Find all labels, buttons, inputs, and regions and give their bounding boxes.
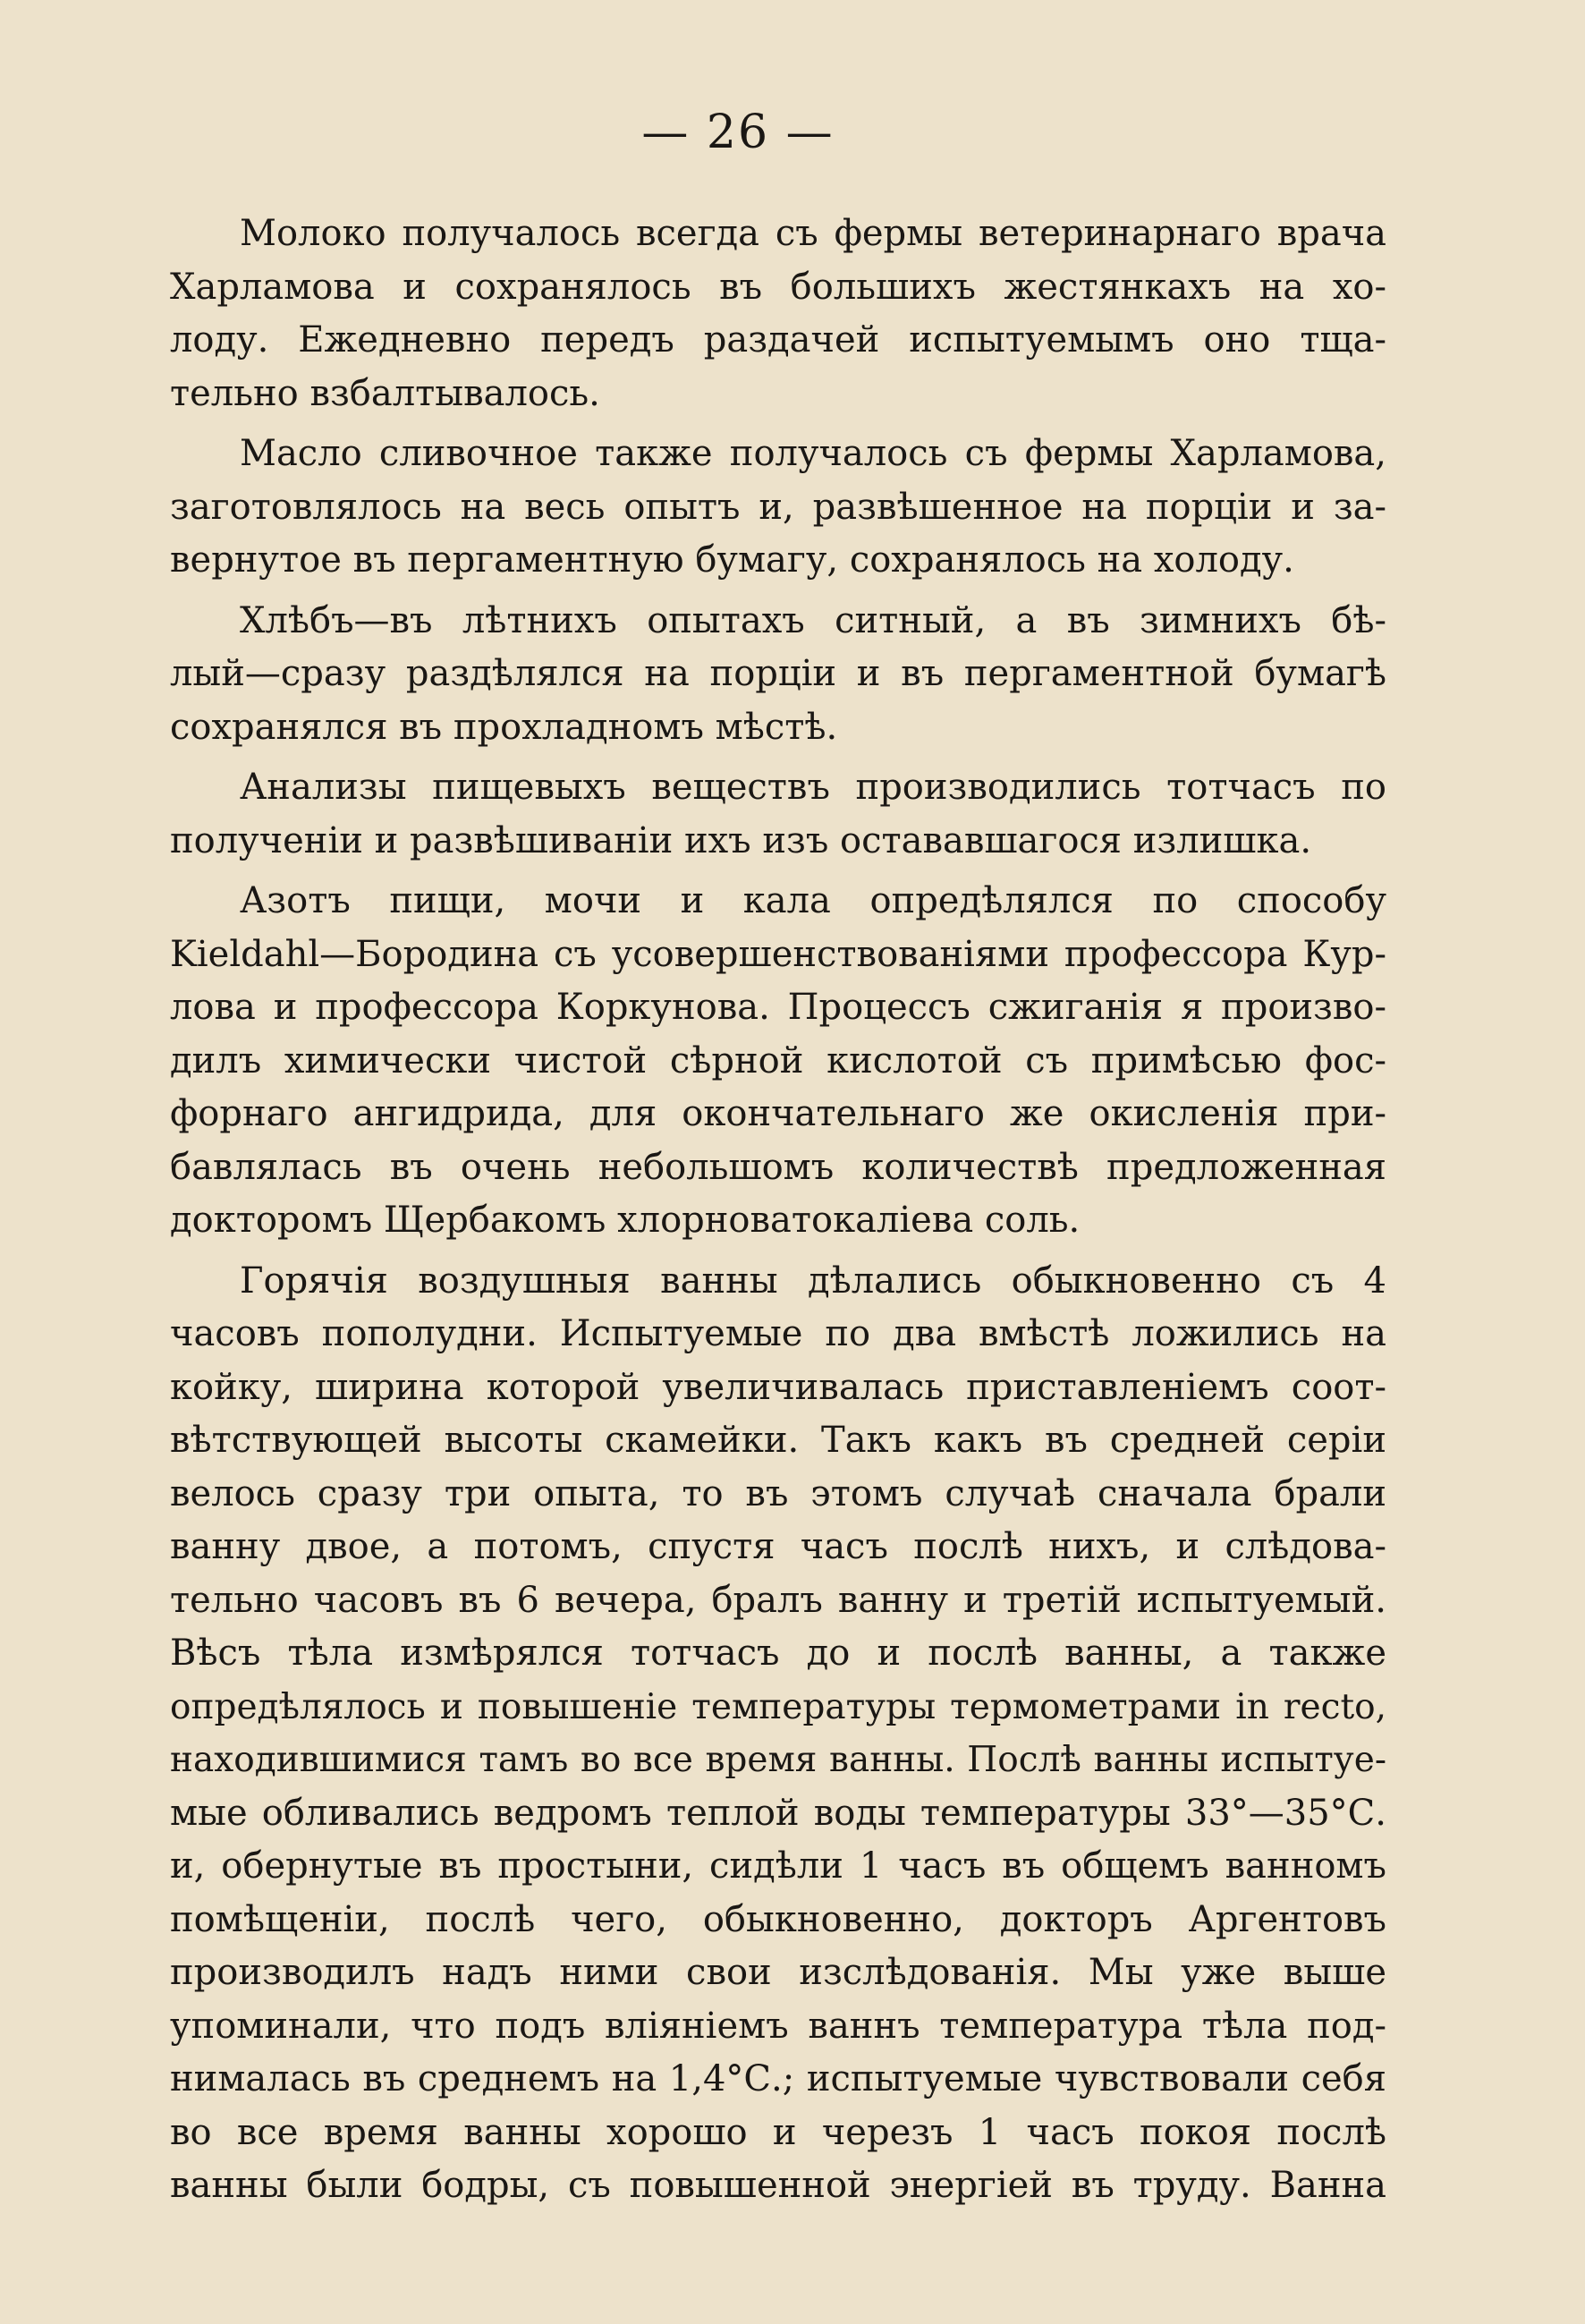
text-line: находившимися тамъ во все время ванны. Послѣ ванны испытуе- [170, 1740, 1386, 1780]
text-line: упоминали, что подъ вліяніемъ ваннъ температура тѣла под- [170, 2005, 1386, 2047]
text-line: Харламова и сохранялось въ большихъ жестянкахъ на хо- [170, 266, 1386, 308]
text-line: во все время ванны хорошо и черезъ 1 часъ покоя послѣ [170, 2111, 1386, 2153]
paragraph-analyses [170, 761, 1386, 868]
text-line: Масло сливочное также получалось съ фермы Харламова, [240, 433, 1386, 474]
text-line: Вѣсъ тѣла измѣрялся тотчасъ до и послѣ ванны, а также [170, 1633, 1386, 1674]
text-line: нималась въ среднемъ на 1,4°С.; испытуемые чувствовали себя [170, 2058, 1386, 2099]
text-line: помѣщеніи, послѣ чего, обыкновенно, докторъ Аргентовъ [170, 1898, 1386, 1940]
page-number: — 26 — [641, 106, 835, 159]
text-line: мые обливались ведромъ теплой воды температуры 33°—35°С. [170, 1792, 1386, 1834]
text-line: лый—сразу раздѣлялся на порціи и въ пергаментной бумагѣ [170, 653, 1386, 694]
text-line: Молоко получалось всегда съ фермы ветеринарнаго врача [240, 213, 1386, 254]
text-line: Горячія воздушныя ванны дѣлались обыкновенно съ 4 [240, 1260, 1386, 1302]
text-line: заготовлялось на весь опытъ и, развѣшенное на порціи и за- [170, 486, 1386, 528]
paragraph-butter [170, 428, 1386, 588]
text-line: бавлялась въ очень небольшомъ количествѣ предложенная [170, 1146, 1386, 1188]
text-line: ванны были бодры, съ повышенной энергіей въ труду. Ванна [170, 2165, 1386, 2206]
text-line: лоду. Ежедневно передъ раздачей испытуемымъ оно тща- [170, 319, 1386, 360]
text-body [170, 208, 1386, 2213]
text-line: Анализы пищевыхъ веществъ производились тотчасъ по [240, 767, 1386, 808]
text-line: тельно взбалтывалось. [170, 372, 600, 414]
text-line: вернутое въ пергаментную бумагу, сохранялось на холоду. [170, 539, 1294, 581]
text-line: Азотъ пищи, мочи и кала опредѣлялся по способу [240, 880, 1386, 921]
paragraph-bread [170, 595, 1386, 755]
text-line: ванну двое, а потомъ, спустя часъ послѣ нихъ, и слѣдова- [170, 1526, 1386, 1567]
text-line: вѣтствующей высоты скамейки. Такъ какъ въ средней серіи [170, 1420, 1386, 1461]
paragraph-milk [170, 208, 1386, 420]
text-line: форнаго ангидрида, для окончательнаго же окисленія при- [170, 1093, 1386, 1134]
text-line: Kieldahl—Бородина съ усовершенствованіями профессора Кур- [170, 933, 1386, 975]
paragraph-nitrogen [170, 875, 1386, 1248]
text-line: лова и профессора Коркунова. Процессъ сжиганія я произво- [170, 987, 1386, 1028]
text-line: часовъ пополудни. Испытуемые по два вмѣстѣ ложились на [170, 1313, 1386, 1354]
text-line: велось сразу три опыта, то въ этомъ случаѣ сначала брали [170, 1472, 1386, 1514]
text-line: дилъ химически чистой сѣрной кислотой съ примѣсью фос- [170, 1039, 1386, 1081]
text-line: сохранялся въ прохладномъ мѣстѣ. [170, 706, 838, 748]
text-line: тельно часовъ въ 6 вечера, бралъ ванну и третій испытуемый. [170, 1579, 1386, 1621]
text-line: и, обернутые въ простыни, сидѣли 1 часъ въ общемъ ванномъ [170, 1845, 1386, 1887]
text-line: Хлѣбъ—въ лѣтнихъ опытахъ ситный, а въ зимнихъ бѣ- [240, 599, 1386, 641]
text-line: докторомъ Щербакомъ хлорноватокаліева соль. [170, 1200, 1081, 1241]
text-line: полученіи и развѣшиваніи ихъ изъ остававшагося излишка. [170, 819, 1312, 861]
paragraph-baths [170, 1255, 1386, 2213]
text-line: койку, ширина которой увеличивалась приставленіемъ соот- [170, 1366, 1386, 1408]
text-line: производилъ надъ ними свои изслѣдованія. Мы уже выше [170, 1952, 1386, 1993]
text-line: опредѣлялось и повышеніе температуры термометрами in recto, [170, 1686, 1386, 1727]
